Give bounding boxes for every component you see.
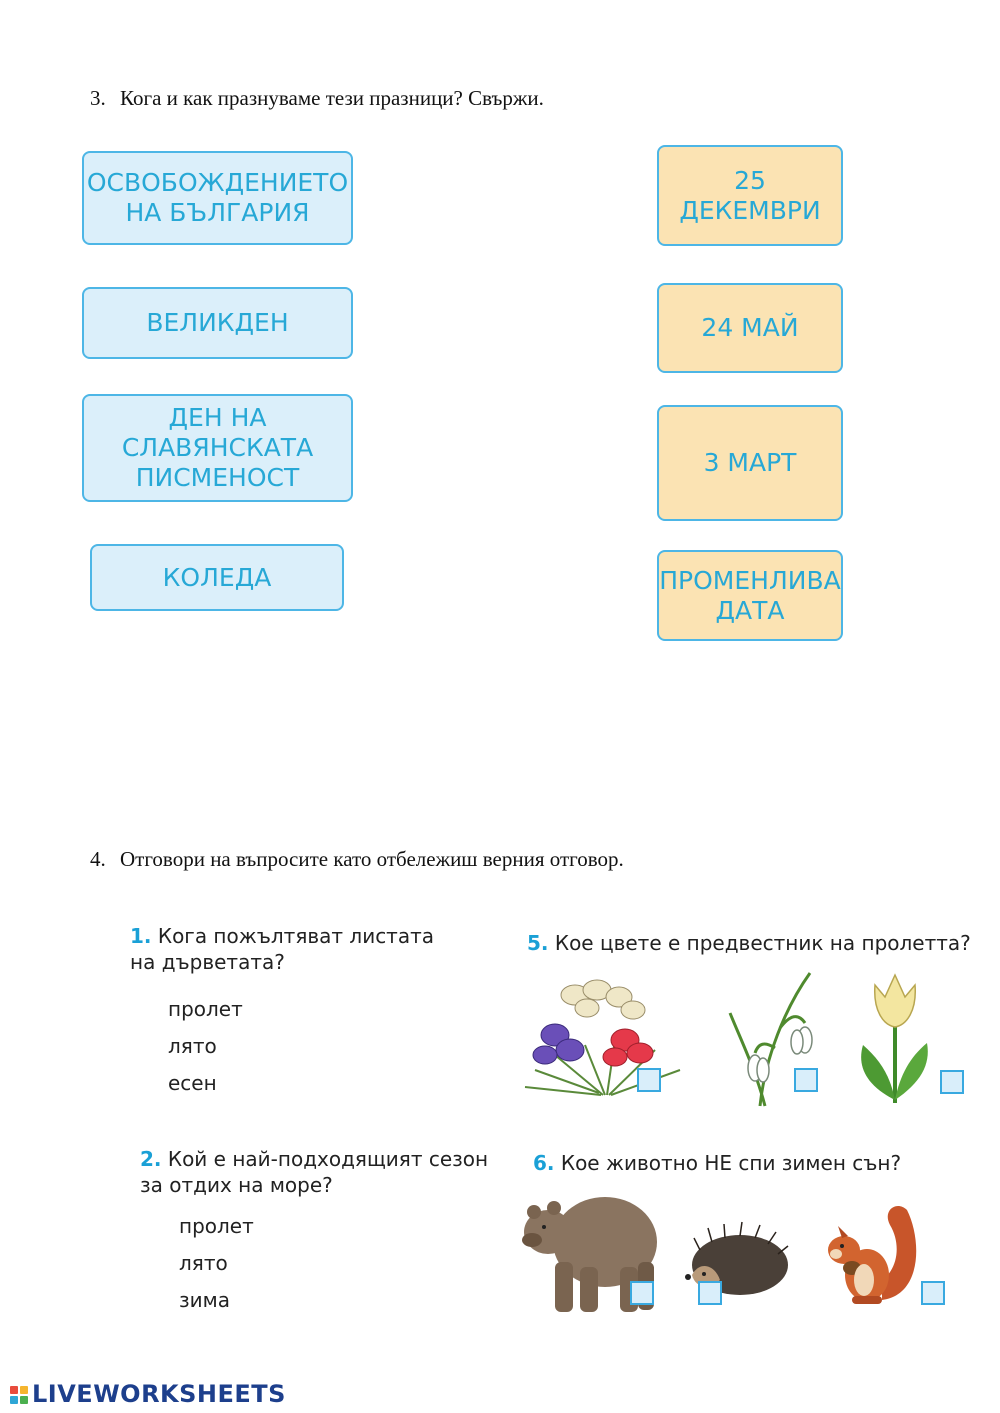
task-number: 4. <box>90 847 106 871</box>
question-text: Кое животно НЕ спи зимен сън? <box>560 1151 902 1175</box>
q6-checkbox-squirrel[interactable] <box>921 1281 945 1305</box>
q1-option-spring[interactable]: пролет <box>168 997 243 1021</box>
q2-option-summer[interactable]: лято <box>179 1251 228 1275</box>
holiday-slavonic-script-day[interactable]: ДЕН НА СЛАВЯНСКАТА ПИСМЕНОСТ <box>82 394 353 502</box>
task-text: Кога и как празнуваме тези празници? Свържи. <box>120 86 544 110</box>
brand-text: LIVEWORKSHEETS <box>32 1380 286 1408</box>
question-text: Кога пожълтяват листата на дърветата? <box>130 924 434 974</box>
brand-grid-icon <box>10 1386 28 1404</box>
question-6 <box>533 1150 973 1176</box>
q5-checkbox-tulip[interactable] <box>940 1070 964 1094</box>
q1-option-autumn[interactable]: есен <box>168 1071 217 1095</box>
q5-checkbox-freesia[interactable] <box>637 1068 661 1092</box>
question-1 <box>130 923 460 975</box>
question-number: 6. <box>533 1151 555 1175</box>
hedgehog-image <box>680 1220 790 1300</box>
task-4-instruction <box>90 847 624 872</box>
liveworksheets-logo <box>10 1380 286 1408</box>
q2-option-winter[interactable]: зима <box>179 1288 230 1312</box>
holiday-christmas[interactable]: КОЛЕДА <box>90 544 344 611</box>
q2-option-spring[interactable]: пролет <box>179 1214 254 1238</box>
q5-checkbox-snowdrop[interactable] <box>794 1068 818 1092</box>
holiday-easter[interactable]: ВЕЛИКДЕН <box>82 287 353 359</box>
freesia-bouquet-image <box>515 975 695 1100</box>
question-number: 1. <box>130 924 152 948</box>
date-march-3[interactable]: 3 МАРТ <box>657 405 843 521</box>
question-number: 2. <box>140 1147 162 1171</box>
task-text: Отговори на въпросите като отбележиш верния отговор. <box>120 847 624 871</box>
tulip-image <box>855 965 935 1105</box>
q1-option-summer[interactable]: лято <box>168 1034 217 1058</box>
date-variable[interactable]: ПРОМЕНЛИВА ДАТА <box>657 550 843 641</box>
q6-checkbox-hedgehog[interactable] <box>698 1281 722 1305</box>
question-number: 5. <box>527 931 549 955</box>
q6-checkbox-bear[interactable] <box>630 1281 654 1305</box>
task-3-instruction <box>90 86 544 111</box>
question-text: Кое цвете е предвестник на пролетта? <box>554 931 971 955</box>
question-5 <box>527 930 987 956</box>
question-text: Кой е най-подходящият сезон за отдих на море? <box>140 1147 489 1197</box>
date-may-24[interactable]: 24 МАЙ <box>657 283 843 373</box>
date-december-25[interactable]: 25 ДЕКЕМВРИ <box>657 145 843 246</box>
squirrel-image <box>812 1200 922 1310</box>
task-number: 3. <box>90 86 106 110</box>
question-2 <box>140 1146 500 1198</box>
holiday-liberation[interactable]: ОСВОБОЖДЕНИЕТО НА БЪЛГАРИЯ <box>82 151 353 245</box>
